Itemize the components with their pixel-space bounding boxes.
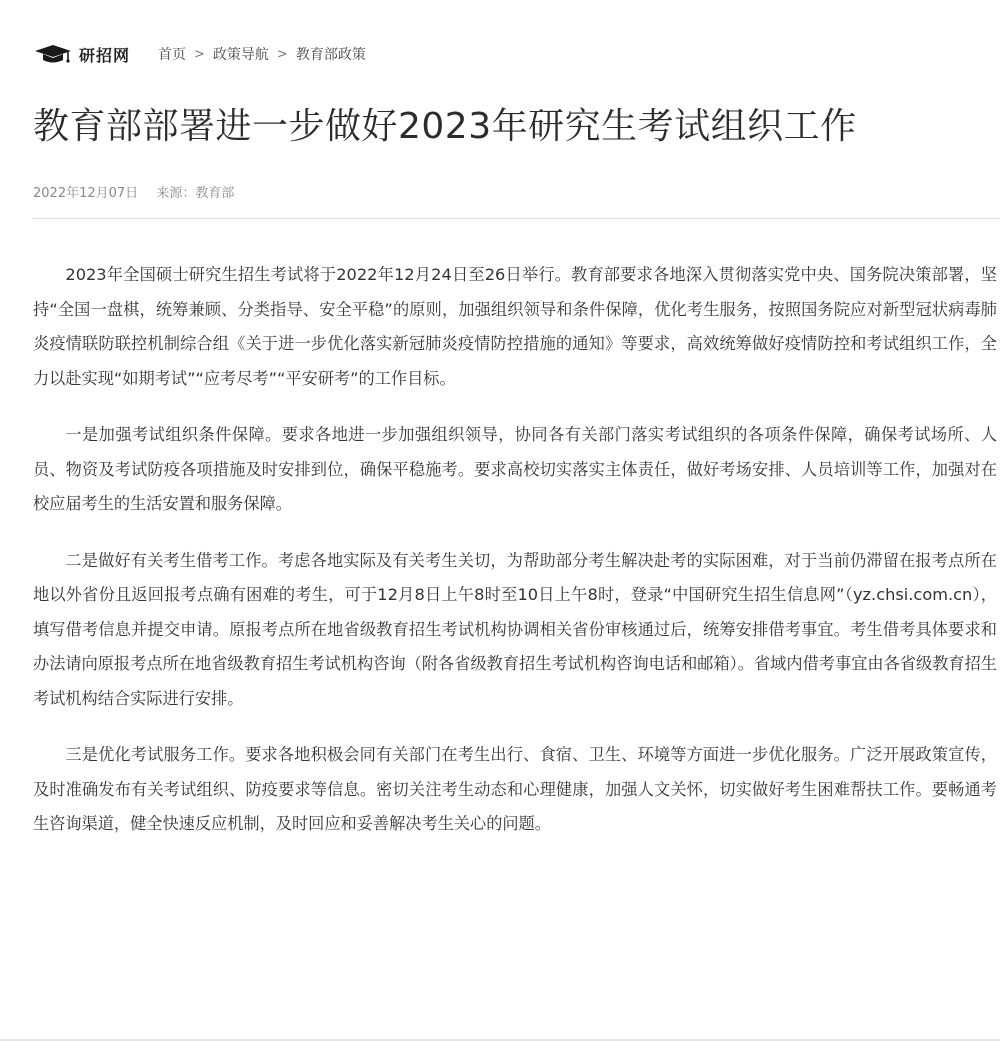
article-paragraph: 三是优化考试服务工作。要求各地积极会同有关部门在考生出行、食宿、卫生、环境等方面进一步优化服务。广泛开展政策宣传，及时准确发布有关考试组织、防疫要求等信息。密切关注考生动态和心理健康，加强人文关怀，切实做好考生困难帮扶工作。要畅通考生咨询渠道，健全快速反应机制，及时回应和妥善解决考生关心的问题。 (33, 745, 997, 833)
breadcrumb-policy-nav[interactable]: 政策导航 (212, 47, 269, 63)
article-source: 来源：教育部 (156, 186, 235, 201)
breadcrumb-separator: > (194, 46, 205, 62)
title-divider (33, 218, 1000, 219)
article-paragraph: 2023年全国硕士研究生招生考试将于2022年12月24日至26日举行。教育部要求各地深入贯彻落实党中央、国务院决策部署，坚持“全国一盘棋，统筹兼顾、分类指导、安全平稳”的原则，加强组织领导和条件保障，优化考生服务，按照国务院应对新型冠状病毒肺炎疫情联防联控机制综合组《关于进一步优化落实新冠肺炎疫情防控措施的通知》等要求，高效统筹做好疫情防控和考试组织工作，全力以赴实现“如期考试”“应考尽考”“平安研考”的工作目标。 (33, 265, 997, 388)
logo-text: 研招网 (79, 45, 131, 65)
page-title: 教育部部署进一步做好2023年研究生考试组织工作 (33, 106, 857, 147)
article-paragraph: 二是做好有关考生借考工作。考虑各地实际及有关考生关切，为帮助部分考生解决赴考的实际困难，对于当前仍滞留在报考点所在地以外省份且返回报考点确有困难的考生，可于12月8日上午8时至10日上午8时，登录“中国研究生招生信息网”（yz.chsi.com.cn），填写借考信息并提交申请。原报考点所在地省级教育招生考试机构协调相关省份审核通过后，统筹安排借考事宜。考生借考具体要求和办法请向原报考点所在地省级教育招生考试机构咨询（附各省级教育招生考试机构咨询电话和邮箱）。省域内借考事宜由各省级教育招生考试机构结合实际进行安排。 (33, 550, 997, 708)
article-paragraph: 一是加强考试组织条件保障。要求各地进一步加强组织领导，协同各有关部门落实考试组织的各项条件保障，确保考试场所、人员、物资及考试防疫各项措施及时安排到位，确保平稳施考。要求高校切实落实主体责任，做好考场安排、人员培训等工作，加强对在校应届考生的生活安置和服务保障。 (33, 425, 997, 513)
breadcrumb-home[interactable]: 首页 (158, 47, 187, 63)
site-logo[interactable] (33, 43, 130, 66)
breadcrumb (158, 44, 366, 64)
top-bar (33, 42, 366, 66)
publish-date: 2022年12月07日 (33, 186, 139, 201)
breadcrumb-separator: > (276, 46, 288, 62)
graduation-cap-icon (33, 43, 73, 65)
breadcrumb-moe-policy[interactable]: 教育部政策 (295, 47, 366, 63)
article-body (33, 258, 997, 864)
article-meta (33, 182, 234, 201)
